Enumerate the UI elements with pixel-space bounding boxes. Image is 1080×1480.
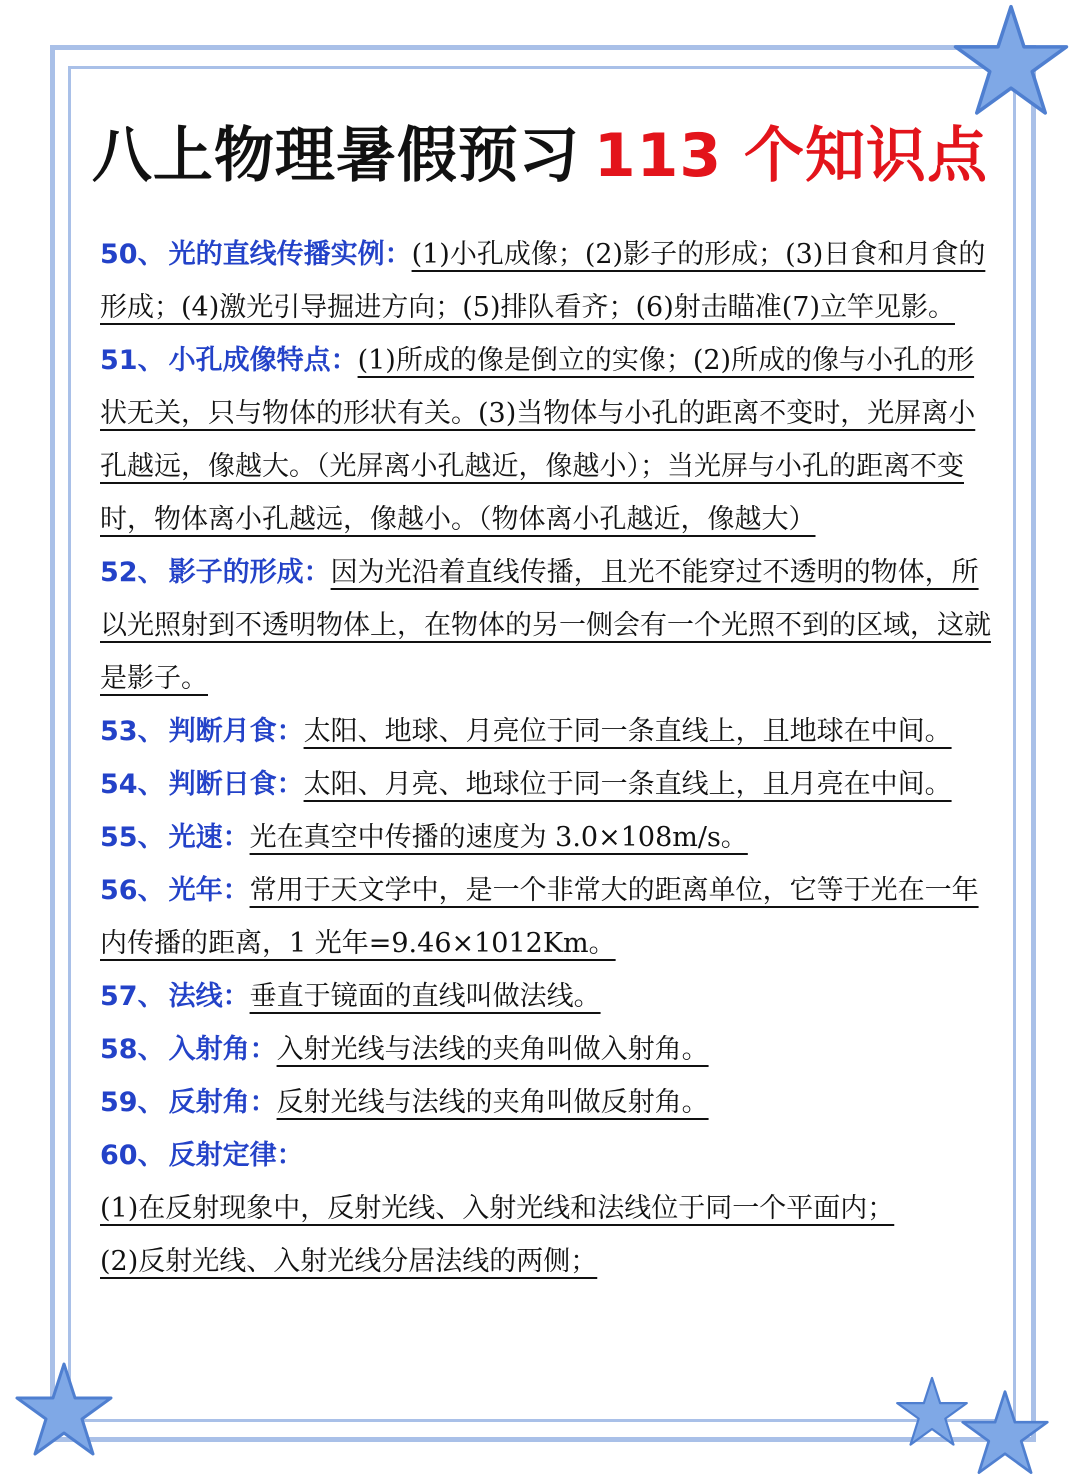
item-number: 59、 (100, 1087, 165, 1118)
item-text: 因为光沿着直线传播，且光不能穿过不透明的物体，所以光照射到不透明物体上，在物体的另一侧会有一个光照不到的区域，这就是影子。 (100, 557, 991, 694)
item-text: 太阳、月亮、地球位于同一条直线上，且月亮在中间。 (303, 769, 952, 800)
item-text: 反射光线与法线的夹角叫做反射角。 (276, 1087, 709, 1118)
item-text: (1)小孔成像；(2)影子的形成；(3)日食和月食的形成；(4)激光引导掘进方向；(5)排队看齐；(6)射击瞄准(7)立竿见影。 (100, 239, 986, 323)
item-number: 57、 (100, 981, 165, 1012)
law-line (100, 1235, 992, 1288)
item-key: 判断月食： (168, 716, 304, 747)
item-key: 法线： (168, 981, 250, 1012)
item-text: 入射光线与法线的夹角叫做入射角。 (276, 1034, 709, 1065)
knowledge-item (100, 811, 992, 864)
star-icon (952, 2, 1070, 120)
item-text: 常用于天文学中，是一个非常大的距离单位，它等于光在一年内传播的距离，1 光年=9.46×1012Km。 (100, 875, 979, 959)
knowledge-item (100, 1023, 992, 1076)
knowledge-item (100, 228, 992, 334)
item-key: 光速： (168, 822, 250, 853)
item-key: 判断日食： (168, 769, 304, 800)
star-icon (895, 1375, 969, 1449)
item-number: 56、 (100, 875, 165, 906)
title-main: 八上物理暑假预习 (91, 121, 580, 191)
item-number: 50、 (100, 239, 165, 270)
knowledge-item (100, 758, 992, 811)
law-line (100, 1182, 992, 1235)
knowledge-item (100, 970, 992, 1023)
knowledge-item (100, 334, 992, 546)
item-number: 53、 (100, 716, 165, 747)
item-number: 54、 (100, 769, 165, 800)
page-title (0, 108, 1080, 194)
item-number: 55、 (100, 822, 165, 853)
law-text: (2)反射光线、入射光线分居法线的两侧； (100, 1246, 598, 1277)
item-text: 太阳、地球、月亮位于同一条直线上，且地球在中间。 (303, 716, 952, 747)
item-key: 光年： (168, 875, 250, 906)
item-key: 影子的形成： (168, 557, 331, 588)
item-number: 52、 (100, 557, 165, 588)
star-icon (960, 1388, 1050, 1478)
item-key: 入射角： (168, 1034, 277, 1065)
knowledge-list (100, 228, 992, 1288)
item-text: 光在真空中传播的速度为 3.0×108m/s。 (249, 822, 748, 853)
item-number: 51、 (100, 345, 165, 376)
law-text: (1)在反射现象中，反射光线、入射光线和法线位于同一个平面内； (100, 1193, 895, 1224)
title-highlight: 113 个知识点 (593, 121, 989, 191)
item-number: 60、 (100, 1140, 165, 1171)
knowledge-item (100, 546, 992, 705)
item-text: (1)所成的像是倒立的实像；(2)所成的像与小孔的形状无关，只与物体的形状有关。(3)当物体与小孔的距离不变时，光屏离小孔越远，像越大。（光屏离小孔越近，像越小）；当光屏与小孔的距离不变时，物体离小孔越远，像越小。（物体离小孔越近，像越大） (100, 345, 976, 535)
knowledge-item (100, 864, 992, 970)
item-text: 垂直于镜面的直线叫做法线。 (249, 981, 601, 1012)
item-key: 光的直线传播实例： (168, 239, 412, 270)
knowledge-item (100, 705, 992, 758)
item-key: 反射定律： (168, 1140, 304, 1171)
item-number: 58、 (100, 1034, 165, 1065)
knowledge-item (100, 1129, 992, 1182)
star-icon (14, 1360, 114, 1460)
knowledge-item (100, 1076, 992, 1129)
item-key: 小孔成像特点： (168, 345, 358, 376)
item-key: 反射角： (168, 1087, 277, 1118)
